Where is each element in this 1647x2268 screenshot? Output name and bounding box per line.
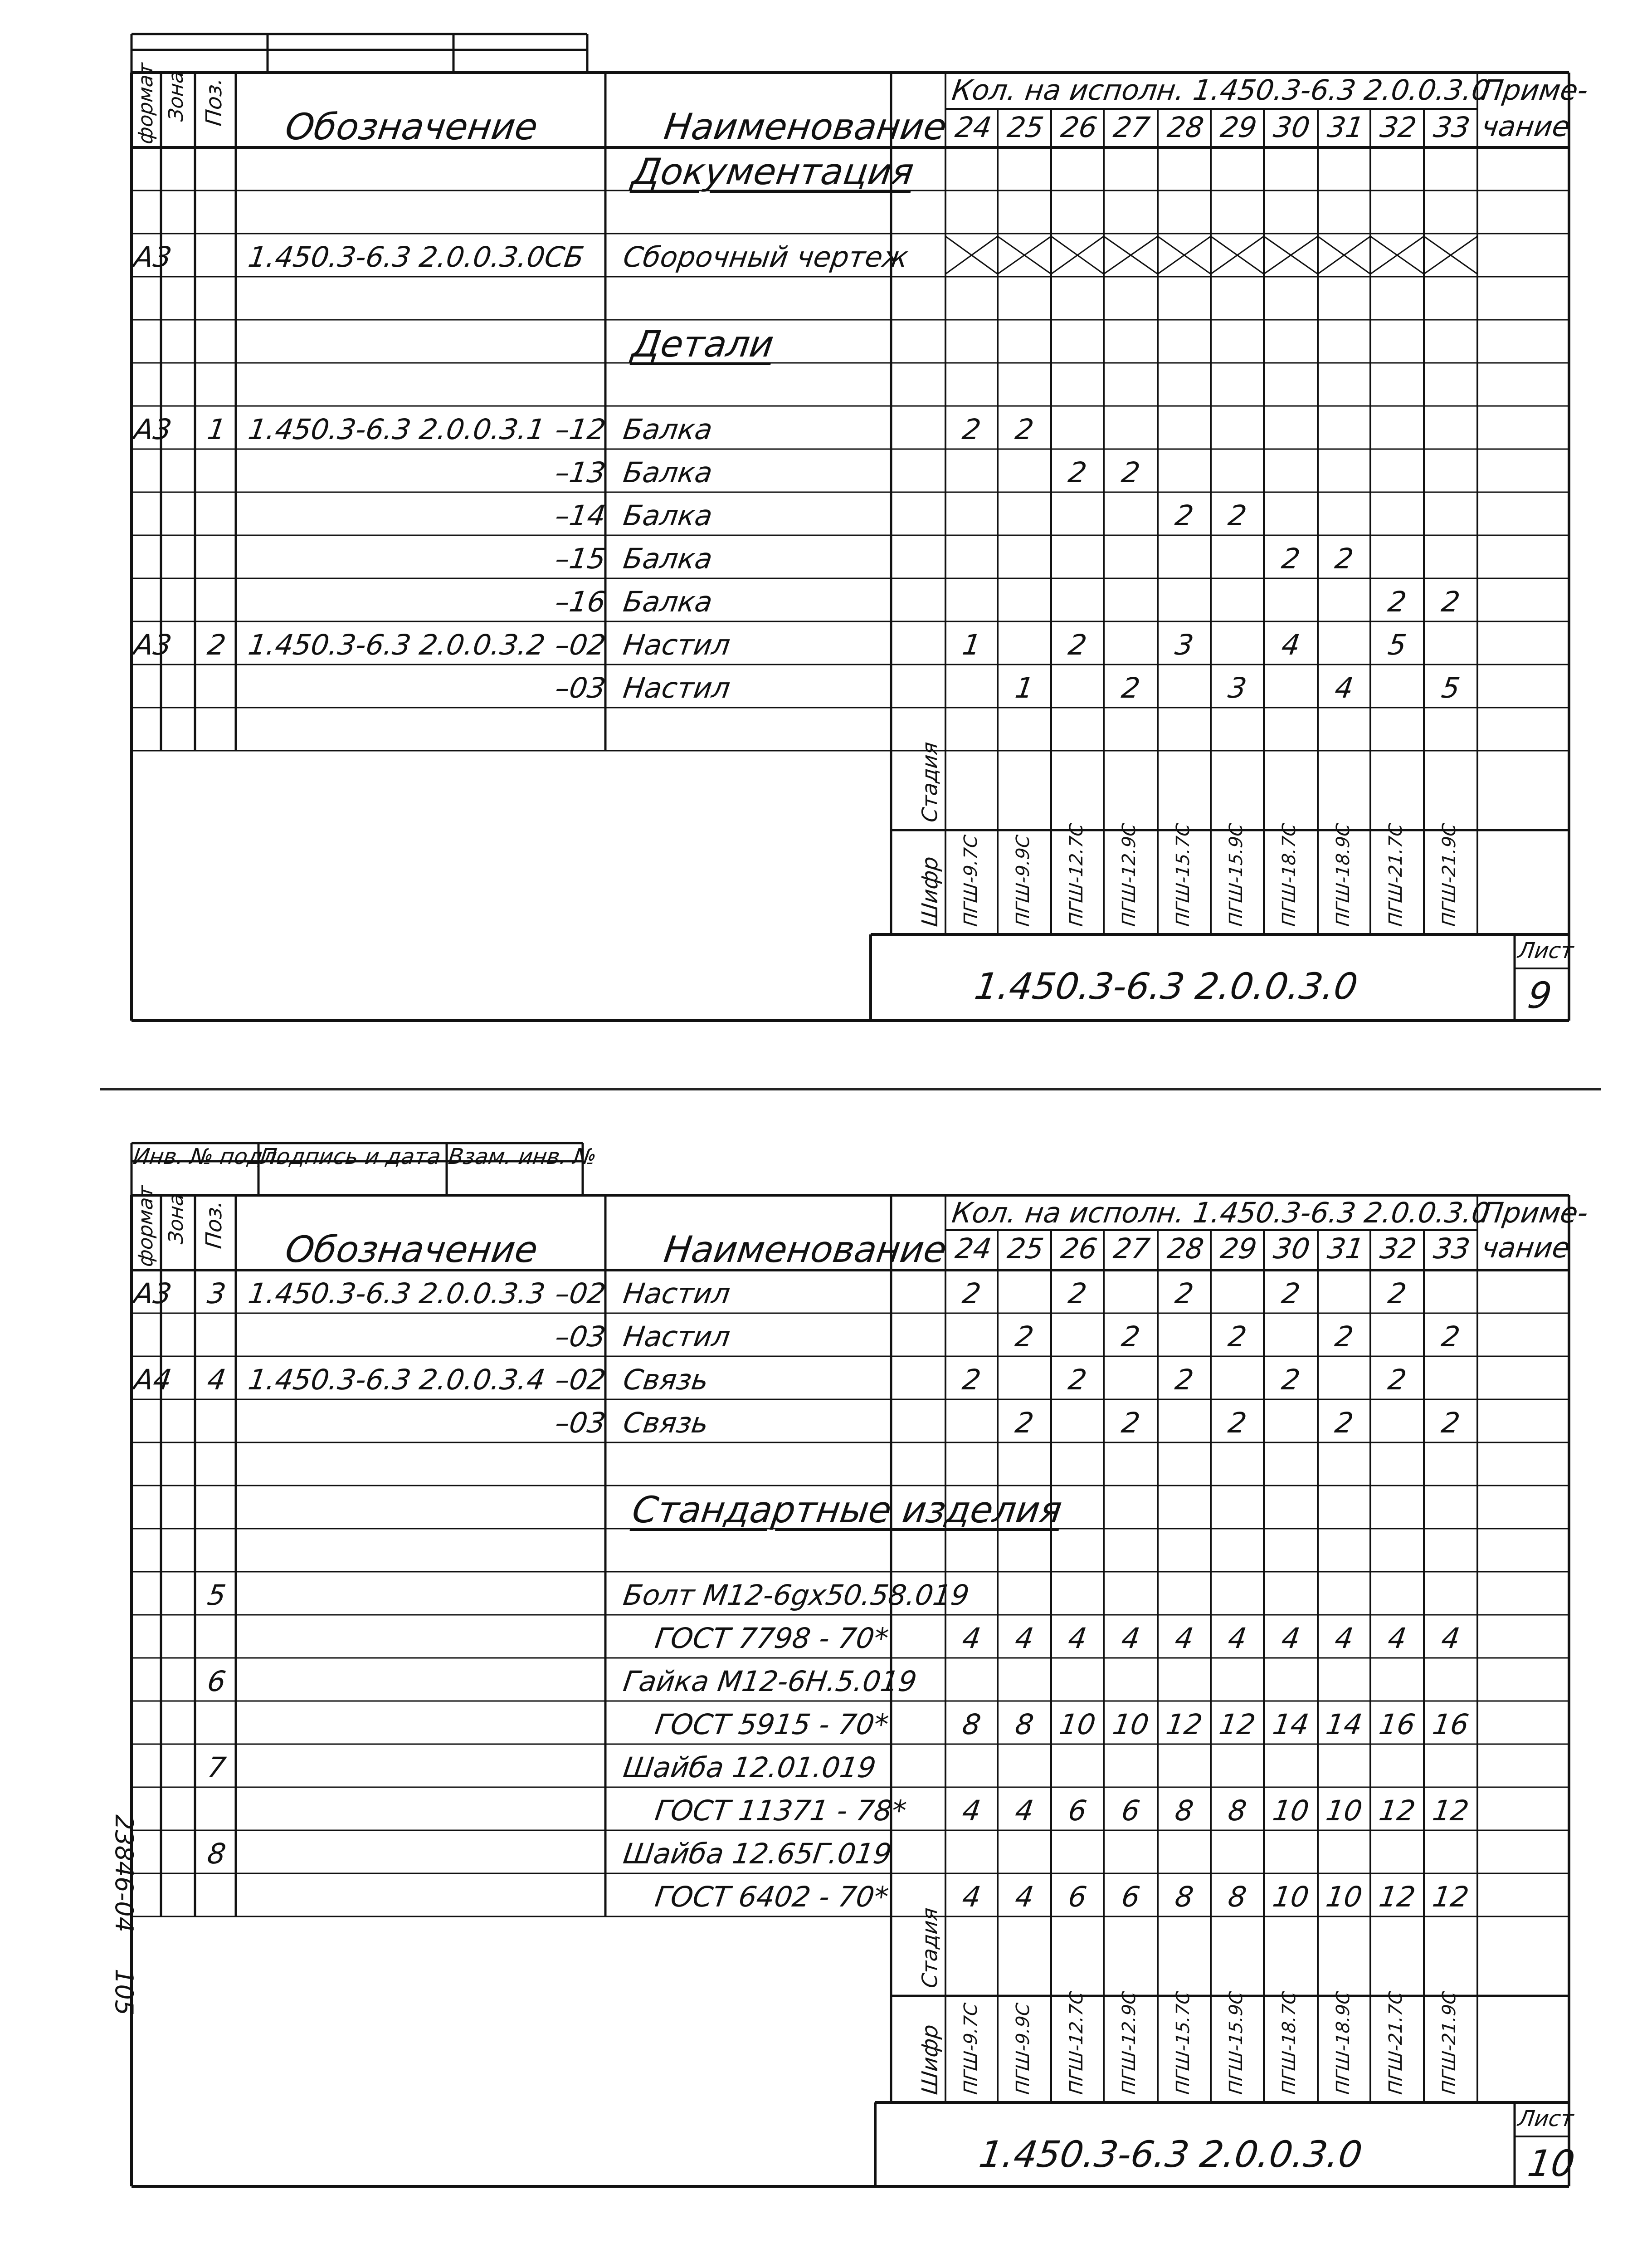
variants-header-label: Кол. на исполн. 1.450.3-6.3 2.0.0.3.0 — [950, 73, 1492, 107]
row-position: 5 — [205, 1578, 228, 1612]
variant-code: ПГШ-18.9С — [1333, 1990, 1354, 2096]
quantity-cell: 4 — [1119, 1621, 1142, 1655]
row-name: ГОСТ 6402 - 70* — [653, 1880, 891, 1913]
quantity-cell: 10 — [1110, 1707, 1151, 1741]
quantity-cell: 2 — [1279, 1363, 1302, 1396]
quantity-cell: 8 — [1013, 1707, 1036, 1741]
row-name: Балка — [621, 585, 715, 618]
variant-code: ПГШ-9.9С — [1013, 2002, 1033, 2096]
variant-header-26: 26 — [1058, 111, 1100, 144]
list-label: Лист — [1516, 2106, 1575, 2131]
col-format-label: формат — [134, 1184, 157, 1268]
variant-header-33: 33 — [1431, 1232, 1472, 1265]
variant-header-33: 33 — [1431, 111, 1472, 144]
quantity-cell: 1 — [1013, 671, 1036, 704]
variant-header-28: 28 — [1165, 111, 1206, 144]
row-designation-suffix: –03 — [553, 671, 608, 704]
quantity-cell: 4 — [1439, 1621, 1462, 1655]
quantity-cell: 12 — [1164, 1707, 1205, 1741]
variant-code: ПГШ-12.7С — [1066, 1990, 1087, 2096]
quantity-cell: 2 — [1386, 1276, 1408, 1310]
col-oboz-label: Обозначение — [283, 1228, 541, 1271]
list-number: 9 — [1525, 974, 1554, 1017]
quantity-cell: 12 — [1377, 1794, 1418, 1827]
row-designation-suffix: –12 — [553, 412, 608, 446]
variant-header-28: 28 — [1165, 1232, 1206, 1265]
stadia-label: Стадия — [917, 741, 942, 824]
row-name: Связь — [621, 1363, 711, 1396]
quantity-cell: 2 — [1226, 499, 1249, 532]
row-name: Балка — [621, 412, 715, 446]
quantity-cell: 4 — [1173, 1621, 1196, 1655]
row-designation: 1.450.3-6.3 2.0.0.3.0СБ — [246, 240, 586, 274]
quantity-cell: 4 — [1013, 1621, 1036, 1655]
row-name: Болт М12-6gх50.58.019 — [621, 1578, 971, 1612]
variant-code: ПГШ-15.7С — [1173, 822, 1194, 928]
quantity-cell: 8 — [1226, 1794, 1249, 1827]
row-designation: 1.450.3-6.3 2.0.0.3.3 — [246, 1276, 547, 1310]
variant-code: ПГШ-18.9С — [1333, 822, 1354, 928]
row-designation-suffix: –02 — [553, 1363, 608, 1396]
variant-code: ПГШ-18.7С — [1279, 822, 1300, 928]
row-position: 3 — [205, 1276, 228, 1310]
quantity-cell: 2 — [1119, 1320, 1142, 1353]
row-position: 7 — [205, 1750, 228, 1784]
quantity-cell: 2 — [1013, 1320, 1036, 1353]
variant-code: ПГШ-15.9С — [1226, 822, 1247, 928]
quantity-cell: 2 — [1173, 1363, 1196, 1396]
variant-code: ПГШ-21.9С — [1439, 822, 1460, 928]
quantity-cell: 4 — [1386, 1621, 1408, 1655]
quantity-cell: 2 — [1013, 412, 1036, 446]
list-number: 10 — [1525, 2142, 1578, 2185]
quantity-cell: 2 — [960, 412, 983, 446]
quantity-cell: 5 — [1386, 628, 1408, 661]
prim-label-1: Приме- — [1479, 1196, 1590, 1229]
row-designation-suffix: –13 — [553, 455, 608, 489]
row-designation-suffix: –03 — [553, 1406, 608, 1439]
col-oboz-label: Обозначение — [283, 106, 541, 148]
quantity-cell: 2 — [1119, 455, 1142, 489]
quantity-cell: 6 — [1119, 1794, 1142, 1827]
variant-header-24: 24 — [953, 1232, 994, 1265]
stadia-label: Стадия — [917, 1906, 942, 1989]
quantity-cell: 2 — [1279, 1276, 1302, 1310]
row-designation-suffix: –14 — [553, 499, 608, 532]
row-name: Гайка М12-6Н.5.019 — [621, 1664, 919, 1698]
quantity-cell: 3 — [1173, 628, 1196, 661]
row-name: ГОСТ 11371 - 78* — [653, 1794, 909, 1827]
variant-code: ПГШ-21.7С — [1385, 822, 1406, 928]
quantity-cell: 2 — [1386, 585, 1408, 618]
row-name: ГОСТ 7798 - 70* — [653, 1621, 891, 1655]
quantity-cell: 2 — [1279, 542, 1302, 575]
col-zona-label: Зона — [165, 69, 188, 122]
variant-code: ПГШ-12.9С — [1119, 1990, 1140, 2096]
quantity-cell: 14 — [1324, 1707, 1364, 1741]
row-designation-suffix: –02 — [553, 1276, 608, 1310]
quantity-cell: 6 — [1066, 1794, 1089, 1827]
quantity-cell: 2 — [1119, 671, 1142, 704]
variant-code: ПГШ-12.7С — [1066, 822, 1087, 928]
document-code: 1.450.3-6.3 2.0.0.3.0 — [972, 965, 1360, 1007]
row-position: 6 — [205, 1664, 228, 1698]
row-name: Балка — [621, 455, 715, 489]
variant-header-31: 31 — [1325, 1232, 1366, 1265]
quantity-cell: 4 — [960, 1880, 983, 1913]
section-heading: Документация — [629, 150, 916, 193]
quantity-cell: 2 — [1386, 1363, 1408, 1396]
quantity-cell: 2 — [1333, 1320, 1355, 1353]
quantity-cell: 6 — [1066, 1880, 1089, 1913]
variant-code: ПГШ-21.7С — [1385, 1990, 1406, 2096]
quantity-cell: 4 — [1333, 671, 1355, 704]
prim-label-2: чание — [1479, 110, 1572, 143]
variant-header-29: 29 — [1218, 111, 1259, 144]
shifr-label: Шифр — [917, 855, 943, 928]
section-heading: Стандартные изделия — [629, 1488, 1065, 1531]
quantity-cell: 10 — [1324, 1794, 1364, 1827]
variant-header-31: 31 — [1325, 111, 1366, 144]
variant-code: ПГШ-15.7С — [1173, 1990, 1194, 2096]
variant-header-32: 32 — [1378, 111, 1419, 144]
quantity-cell: 2 — [1333, 1406, 1355, 1439]
quantity-cell: 12 — [1217, 1707, 1258, 1741]
quantity-cell: 14 — [1270, 1707, 1311, 1741]
quantity-cell: 4 — [1066, 1621, 1089, 1655]
col-zona-label: Зона — [165, 1192, 188, 1245]
quantity-cell: 2 — [1439, 1320, 1462, 1353]
quantity-cell: 16 — [1430, 1707, 1471, 1741]
quantity-cell: 4 — [1279, 628, 1302, 661]
quantity-cell: 10 — [1270, 1794, 1311, 1827]
prim-label-2: чание — [1479, 1231, 1572, 1264]
variant-code: ПГШ-9.7С — [960, 2002, 981, 2096]
variant-header-25: 25 — [1005, 111, 1046, 144]
variant-code: ПГШ-12.9С — [1119, 822, 1140, 928]
row-format: А4 — [132, 1363, 174, 1396]
col-format-label: формат — [134, 62, 157, 145]
quantity-cell: 2 — [1173, 499, 1196, 532]
quantity-cell: 2 — [1066, 1276, 1089, 1310]
col-naim-label: Наименование — [661, 106, 950, 148]
quantity-cell: 4 — [1013, 1880, 1036, 1913]
row-name: Шайба 12.01.019 — [621, 1750, 878, 1784]
quantity-cell: 4 — [960, 1621, 983, 1655]
quantity-cell: 4 — [1013, 1794, 1036, 1827]
row-position: 1 — [205, 412, 228, 446]
quantity-cell: 2 — [960, 1276, 983, 1310]
variant-header-25: 25 — [1005, 1232, 1046, 1265]
variant-header-32: 32 — [1378, 1232, 1419, 1265]
row-format: А3 — [132, 1276, 174, 1310]
quantity-cell: 2 — [1226, 1320, 1249, 1353]
variant-header-24: 24 — [953, 111, 994, 144]
row-designation: 1.450.3-6.3 2.0.0.3.1 — [246, 412, 547, 446]
row-designation: 1.450.3-6.3 2.0.0.3.4 — [246, 1363, 547, 1396]
quantity-cell: 2 — [1439, 585, 1462, 618]
quantity-cell: 3 — [1226, 671, 1249, 704]
shifr-label: Шифр — [917, 2023, 943, 2096]
quantity-cell: 2 — [1226, 1406, 1249, 1439]
quantity-cell: 4 — [1226, 1621, 1249, 1655]
quantity-cell: 8 — [960, 1707, 983, 1741]
col-poz-label: Поз. — [201, 1199, 227, 1250]
variant-code: ПГШ-21.9С — [1439, 1990, 1460, 2096]
variant-header-26: 26 — [1058, 1232, 1100, 1265]
section-heading: Детали — [629, 323, 777, 365]
row-name: Настил — [621, 671, 732, 704]
variant-header-29: 29 — [1218, 1232, 1259, 1265]
quantity-cell: 2 — [1066, 628, 1089, 661]
quantity-cell: 8 — [1173, 1794, 1196, 1827]
row-position: 8 — [205, 1837, 228, 1870]
row-name: Балка — [621, 542, 715, 575]
variant-code: ПГШ-15.9С — [1226, 1990, 1247, 2096]
quantity-cell: 2 — [1066, 1363, 1089, 1396]
row-name: Шайба 12.65Г.019 — [621, 1837, 894, 1870]
quantity-cell: 2 — [960, 1363, 983, 1396]
row-name: Настил — [621, 628, 732, 661]
variants-header-label: Кол. на исполн. 1.450.3-6.3 2.0.0.3.0 — [950, 1196, 1492, 1229]
row-name: ГОСТ 5915 - 70* — [653, 1707, 891, 1741]
quantity-cell: 16 — [1377, 1707, 1418, 1741]
quantity-cell: 5 — [1439, 671, 1462, 704]
quantity-cell: 4 — [1333, 1621, 1355, 1655]
row-position: 2 — [205, 628, 228, 661]
variant-header-30: 30 — [1271, 111, 1312, 144]
side-page-number: 105 — [110, 1969, 138, 2016]
variant-header-27: 27 — [1111, 1232, 1152, 1265]
variant-code: ПГШ-18.7С — [1279, 1990, 1300, 2096]
row-designation-suffix: –16 — [553, 585, 608, 618]
stamp-replace-label: Взам. инв. № — [447, 1144, 598, 1169]
quantity-cell: 8 — [1226, 1880, 1249, 1913]
quantity-cell: 2 — [1066, 455, 1089, 489]
quantity-cell: 2 — [1439, 1406, 1462, 1439]
row-name: Балка — [621, 499, 715, 532]
row-name: Настил — [621, 1276, 732, 1310]
col-poz-label: Поз. — [201, 76, 227, 127]
quantity-cell: 10 — [1324, 1880, 1364, 1913]
variant-header-27: 27 — [1111, 111, 1152, 144]
quantity-cell: 2 — [1333, 542, 1355, 575]
row-position: 4 — [205, 1363, 228, 1396]
row-name: Связь — [621, 1406, 711, 1439]
quantity-cell: 2 — [1119, 1406, 1142, 1439]
quantity-cell: 2 — [1013, 1406, 1036, 1439]
row-name: Сборочный чертеж — [621, 240, 911, 274]
quantity-cell: 2 — [1173, 1276, 1196, 1310]
prim-label-1: Приме- — [1479, 73, 1590, 107]
row-designation-suffix: –03 — [553, 1320, 608, 1353]
variant-header-30: 30 — [1271, 1232, 1312, 1265]
quantity-cell: 6 — [1119, 1880, 1142, 1913]
row-format: А3 — [132, 412, 174, 446]
row-designation-suffix: –15 — [553, 542, 608, 575]
document-code: 1.450.3-6.3 2.0.0.3.0 — [976, 2133, 1365, 2175]
row-format: А3 — [132, 628, 174, 661]
stamp-sign-label: Подпись и дата — [258, 1144, 443, 1169]
quantity-cell: 1 — [960, 628, 983, 661]
variant-code: ПГШ-9.7С — [960, 834, 981, 928]
stamp-inv-label: Инв. № подл. — [132, 1144, 286, 1169]
quantity-cell: 12 — [1430, 1880, 1471, 1913]
variant-code: ПГШ-9.9С — [1013, 834, 1033, 928]
list-label: Лист — [1516, 938, 1575, 963]
row-format: А3 — [132, 240, 174, 274]
quantity-cell: 8 — [1173, 1880, 1196, 1913]
quantity-cell: 4 — [1279, 1621, 1302, 1655]
quantity-cell: 4 — [960, 1794, 983, 1827]
row-name: Настил — [621, 1320, 732, 1353]
quantity-cell: 10 — [1057, 1707, 1098, 1741]
row-designation-suffix: –02 — [553, 628, 608, 661]
row-designation: 1.450.3-6.3 2.0.0.3.2 — [246, 628, 547, 661]
col-naim-label: Наименование — [661, 1228, 950, 1271]
quantity-cell: 12 — [1430, 1794, 1471, 1827]
quantity-cell: 10 — [1270, 1880, 1311, 1913]
side-inventory-number: 23846-04 — [110, 1814, 138, 1932]
quantity-cell: 12 — [1377, 1880, 1418, 1913]
